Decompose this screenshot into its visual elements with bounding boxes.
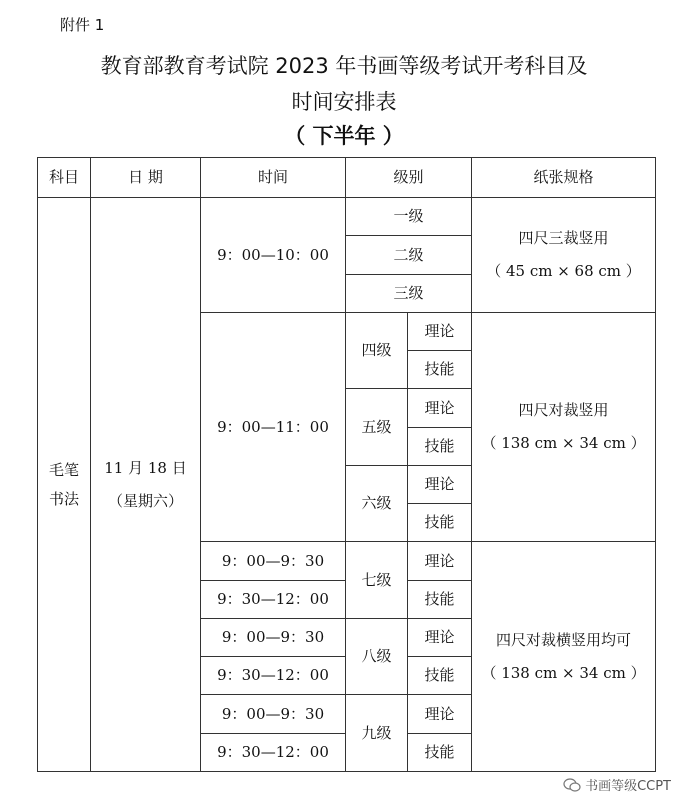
exam-weekday: （星期六） — [107, 491, 183, 510]
header-paper-spec: 纸张规格 — [472, 158, 656, 198]
paper-spec-block-1 — [472, 198, 656, 313]
exam-date: 11 月 18 日 — [104, 458, 187, 477]
attachment-label: 附件 1 — [60, 16, 105, 34]
level-7-slot-1: 9：00—9：30 — [201, 542, 346, 580]
level-6: 六级 — [346, 465, 408, 541]
level-8-slot-2: 9：30—12：00 — [201, 657, 346, 695]
level-6-theory: 理论 — [408, 465, 472, 503]
level-7-theory: 理论 — [408, 542, 472, 580]
level-9-skill: 技能 — [408, 733, 472, 771]
table-row — [38, 198, 656, 236]
document-title-line-2: 时间安排表 — [291, 90, 397, 114]
level-7-slot-2: 9：30—12：00 — [201, 580, 346, 618]
level-9-slot-2: 9：30—12：00 — [201, 733, 346, 771]
paper-name-2: 四尺对裁竖用 — [518, 401, 609, 420]
level-4-skill: 技能 — [408, 351, 472, 389]
subject-cell — [38, 198, 91, 772]
level-7-skill: 技能 — [408, 580, 472, 618]
level-7: 七级 — [346, 542, 408, 618]
level-8-slot-1: 9：00—9：30 — [201, 618, 346, 656]
level-5-skill: 技能 — [408, 427, 472, 465]
paper-size-2: （ 138 cm × 34 cm ） — [481, 434, 646, 453]
watermark-text: 书画等级CCPT — [585, 779, 671, 794]
time-block-1: 9：00—10：00 — [201, 198, 346, 313]
level-8-theory: 理论 — [408, 618, 472, 656]
level-9-slot-1: 9：00—9：30 — [201, 695, 346, 733]
paper-size-1: （ 45 cm × 68 cm ） — [486, 262, 641, 281]
level-3: 三级 — [346, 274, 472, 312]
level-1: 一级 — [346, 198, 472, 236]
subject-text: 毛笔书法 — [49, 461, 80, 508]
time-block-2: 9：00—11：00 — [201, 312, 346, 541]
document-subtitle-half-year: （ 下半年 ） — [284, 123, 404, 148]
document-title-line-1: 教育部教育考试院 2023 年书画等级考试开考科目及 — [100, 54, 588, 78]
level-9-theory: 理论 — [408, 695, 472, 733]
header-date: 日 期 — [91, 158, 201, 198]
level-6-skill: 技能 — [408, 504, 472, 542]
paper-name-1: 四尺三裁竖用 — [518, 229, 609, 248]
table-header-row — [38, 158, 656, 198]
level-8: 八级 — [346, 618, 408, 694]
paper-spec-block-2 — [472, 312, 656, 541]
wechat-icon — [563, 778, 581, 792]
header-subject: 科目 — [38, 158, 91, 198]
level-2: 二级 — [346, 236, 472, 274]
paper-spec-block-3 — [472, 542, 656, 772]
paper-name-3: 四尺对裁横竖用均可 — [496, 630, 632, 649]
level-4: 四级 — [346, 312, 408, 388]
level-8-skill: 技能 — [408, 657, 472, 695]
level-4-theory: 理论 — [408, 312, 472, 350]
level-5: 五级 — [346, 389, 408, 465]
level-5-theory: 理论 — [408, 389, 472, 427]
level-9: 九级 — [346, 695, 408, 772]
watermark — [560, 774, 674, 795]
date-cell — [91, 198, 201, 772]
header-level: 级别 — [346, 158, 472, 198]
exam-schedule-table — [37, 157, 656, 772]
header-time: 时间 — [201, 158, 346, 198]
paper-size-3: （ 138 cm × 34 cm ） — [481, 663, 646, 682]
